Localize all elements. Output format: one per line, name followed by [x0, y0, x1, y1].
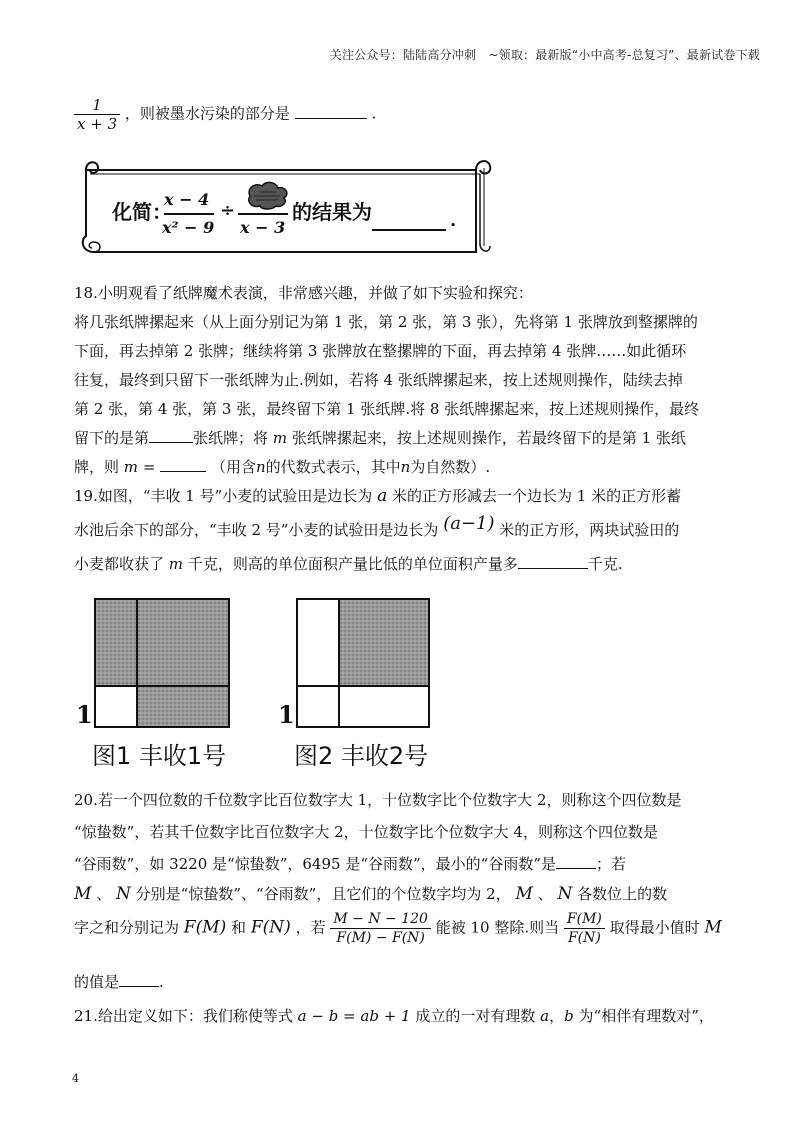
q20-l4c: 、: [537, 885, 553, 903]
scroll-frac-num: x − 4: [164, 190, 210, 209]
page-header: 关注公众号：陆陆高分冲刺 ~领取：最新版“小中高考-总复习”、最新试卷下载: [329, 48, 760, 62]
q20-FN: F(N): [250, 917, 291, 938]
q21-var-b: b: [564, 1007, 574, 1025]
q18-l7b: （用含: [210, 458, 256, 476]
q20-line-2: “惊蛰数”，若其千位数字比百位数字大 2，十位数字比个位数字大 4，则称这个四位数是: [74, 823, 658, 841]
q19-line-3: [74, 554, 623, 574]
q17-fraction: [74, 96, 120, 133]
q20-frac2-num: F(M): [564, 910, 605, 929]
q20-fraction-2: [564, 910, 605, 947]
q18-line-5: 第 2 张，第 4 张，第 3 张，最终留下第 1 张纸牌.将 8 张纸牌摞起来，按上述规则操作，最终: [74, 400, 700, 418]
q17-answer-blank: [295, 104, 367, 119]
q18-line-2: 将几张纸牌摞起来（从上面分别记为第 1 张，第 2 张，第 3 张），先将第 1 张牌放到整摞牌的: [74, 313, 698, 331]
q18-blank-1: [149, 428, 193, 443]
q20-l5d: 取得最小值时: [609, 918, 700, 937]
q20-frac1-den: F(M) − F(N): [336, 930, 425, 946]
q19-blank: [518, 554, 588, 569]
q20-blank-2: [119, 972, 159, 987]
q19-l3b: 千克，则高的单位面积产量比低的单位面积产量多: [187, 555, 518, 573]
ink-blot: [249, 182, 287, 209]
q21-l1c: 为“相伴有理数对”，: [578, 1007, 714, 1025]
q19-l2b: 米的正方形，两块试验田的: [499, 521, 680, 539]
scroll-prefix: 化简：: [112, 200, 172, 224]
q18-l7m: m: [123, 458, 139, 476]
q20-FM: F(M): [183, 917, 227, 938]
q18-line-1: 18.小明观看了纸牌魔术表演，非常感兴趣，并做了如下实验和探究：: [74, 284, 533, 302]
q21-var-a: a: [540, 1007, 550, 1025]
scroll-frac2-den: x − 3: [240, 218, 286, 237]
q19-expr: (a−1): [443, 513, 495, 534]
figure-2-caption: 图2 丰收2号: [294, 742, 429, 770]
q18-l7n2: n: [400, 458, 411, 476]
q17-text-line: [74, 96, 376, 133]
q18-l6a: 留下的是第: [74, 429, 150, 447]
page-number: 4: [72, 1072, 79, 1085]
q20-var-N: N: [116, 884, 131, 904]
q18-line-7: [74, 457, 490, 477]
q19-var-a: a: [377, 486, 388, 506]
q18-l6b: 张纸牌；将: [193, 429, 269, 447]
q20-line-6: [74, 972, 164, 992]
q21-l1b: 成立的一对有理数: [415, 1007, 536, 1025]
q18-l6m: m: [272, 429, 288, 447]
figure-1-diagram: [94, 598, 230, 728]
q18-l6c: 张纸牌摞起来，按上述规则操作，若最终留下的是第 1 张纸: [291, 429, 686, 447]
q20-l5c: 能被 10 整除.则当: [435, 918, 560, 937]
q17-frac-num: 1: [74, 96, 120, 115]
figure-2-side-label: 1: [278, 700, 295, 729]
q20-l5a: 字之和分别记为: [74, 918, 180, 937]
q20-var-M3: M: [704, 917, 722, 938]
q20-line-5: [74, 910, 722, 947]
q18-blank-2: [160, 457, 206, 472]
q20-frac1-num: M − N − 120: [330, 910, 431, 929]
q20-l4b: 分别是“惊蛰数”、“谷雨数”，且它们的个位数字均为 2，: [135, 885, 511, 903]
q20-l5and: 和: [231, 918, 247, 937]
q19-l2a: 水池后余下的部分，“丰收 2 号”小麦的试验田是边长为: [74, 521, 439, 539]
q18-l7eq: =: [142, 458, 156, 476]
q18-l7a: 牌，则: [74, 458, 120, 476]
q20-blank-1: [556, 854, 596, 869]
q20-line-3: [74, 854, 626, 874]
q19-line-2: [74, 513, 680, 540]
q20-l3a: “谷雨数”，如 3220 是“惊蛰数”，6495 是“谷雨数”，最小的“谷雨数”是: [74, 855, 557, 873]
scroll-period: .: [450, 210, 457, 231]
q20-frac2-den: F(N): [567, 930, 601, 946]
q18-line-6: [74, 428, 686, 448]
scroll-divide-sign: ÷: [220, 200, 236, 221]
figure-2-diagram: [296, 598, 430, 728]
q21-l1a: 21.给出定义如下：我们称使等式: [74, 1007, 293, 1025]
q20-l6a: 的值是: [74, 973, 120, 991]
q18-l7n: n: [255, 458, 266, 476]
scroll-suffix: 的结果为: [292, 200, 372, 224]
q21-expr: a − b = ab + 1: [297, 1007, 411, 1025]
figure-1-caption: 图1 丰收1号: [92, 742, 227, 770]
q19-l1b: 米的正方形减去一个边长为 1 米的正方形蓄: [391, 487, 682, 505]
q20-l4a: 、: [96, 885, 112, 903]
q20-line-1: 20.若一个四位数的千位数字比百位数字大 1，十位数字比个位数字大 2，则称这个四位数是: [74, 791, 682, 809]
q20-l4d: 各数位上的数: [577, 885, 668, 903]
figure-1-side-label: 1: [76, 700, 93, 729]
q20-var-N2: N: [557, 884, 573, 904]
q19-line-1: [74, 486, 681, 506]
q20-var-M: M: [74, 884, 92, 904]
q18-l7d: 为自然数）.: [410, 458, 491, 476]
q20-line-4: [74, 884, 667, 904]
q20-var-M2: M: [515, 884, 533, 904]
q17-frac-den: x + 3: [77, 115, 118, 133]
q21-line-1: [74, 1006, 714, 1026]
q17-period: .: [371, 104, 377, 123]
q21-comma: ，: [549, 1007, 565, 1025]
q20-fraction-1: [330, 910, 431, 947]
q20-l3b: ；若: [596, 855, 627, 873]
q19-l3a: 小麦都收获了: [74, 555, 165, 573]
q19-l3c: 千克.: [587, 555, 623, 573]
q19-l1a: 19.如图，“丰收 1 号”小麦的试验田是边长为: [74, 487, 373, 505]
scroll-frac-den: x² − 9: [162, 218, 215, 237]
q17-text: ，则被墨水污染的部分是: [124, 104, 290, 123]
q20-l5b: ，若: [295, 918, 326, 937]
q18-line-4: 往复，最终到只留下一张纸牌为止.例如，若将 4 张纸牌摞起来，按上述规则操作，陆续去掉: [74, 371, 683, 389]
q18-l7c: 的代数式表示，其中: [265, 458, 401, 476]
q18-line-3: 下面，再去掉第 2 张牌；继续将第 3 张牌放在整摞牌的下面，再去掉第 4 张牌……如此循环: [74, 342, 687, 360]
q19-l3m: m: [168, 555, 184, 573]
q20-l6b: .: [159, 973, 164, 991]
